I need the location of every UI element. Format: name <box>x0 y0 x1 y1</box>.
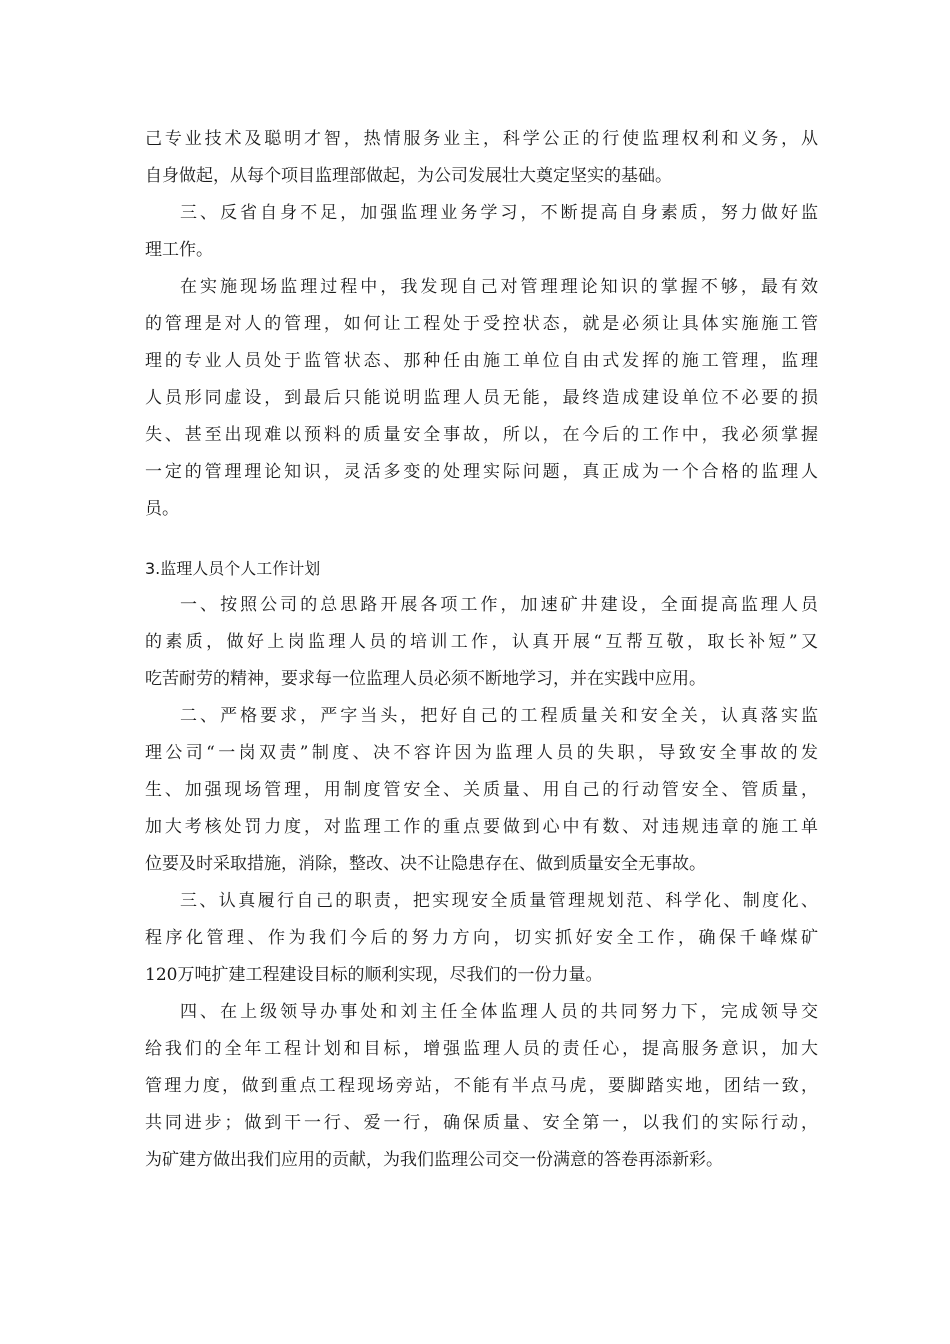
text-line: 120万吨扩建工程建设目标的顺利实现，尽我们的一份力量。 <box>145 965 603 985</box>
text-line: 三、反省自身不足，加强监理业务学习，不断提高自身素质，努力做好监 <box>180 203 818 223</box>
text-line: 一定的管理理论知识，灵活多变的处理实际问题，真正成为一个合格的监理人 <box>145 462 818 482</box>
text-line: 人员形同虚设，到最后只能说明监理人员无能，最终造成建设单位不必要的损 <box>145 388 818 408</box>
text-line: 的管理是对人的管理，如何让工程处于受控状态，就是必须让具体实施施工管 <box>145 314 818 334</box>
text-line: 自身做起，从每个项目监理部做起，为公司发展壮大奠定坚实的基础。 <box>145 166 672 186</box>
text-line: 的素质，做好上岗监理人员的培训工作，认真开展“互帮互敬，取长补短”又 <box>145 632 818 652</box>
text-line: 员。 <box>145 499 179 519</box>
text-line: 理公司“一岗双责”制度、决不容许因为监理人员的失职，导致安全事故的发 <box>145 743 818 763</box>
paragraph-plan-four <box>145 994 818 1179</box>
text-line: 失、甚至出现难以预料的质量安全事故，所以，在今后的工作中，我必须掌握 <box>145 425 818 445</box>
paragraph-reflection <box>145 269 818 528</box>
document-page <box>145 121 818 1179</box>
paragraph-plan-one <box>145 587 818 698</box>
section-spacer <box>145 528 818 550</box>
text-line: 理工作。 <box>145 240 213 260</box>
text-line: 三、认真履行自己的职责，把实现安全质量管理规划范、科学化、制度化、 <box>180 891 818 911</box>
text-line: 二、严格要求，严字当头，把好自己的工程质量关和安全关，认真落实监 <box>180 706 818 726</box>
text-line: 给我们的全年工程计划和目标，增强监理人员的责任心，提高服务意识，加大 <box>145 1039 818 1059</box>
text-line: 管理力度，做到重点工程现场旁站，不能有半点马虎，要脚踏实地，团结一致， <box>145 1076 818 1096</box>
text-line: 共同进步；做到干一行、爱一行，确保质量、安全第一，以我们的实际行动， <box>145 1113 818 1133</box>
paragraph-top <box>145 121 818 195</box>
text-line: 为矿建方做出我们应用的贡献，为我们监理公司交一份满意的答卷再添新彩。 <box>145 1150 723 1170</box>
paragraph-plan-two <box>145 698 818 883</box>
text-line: 程序化管理、作为我们今后的努力方向，切实抓好安全工作，确保千峰煤矿 <box>145 928 818 948</box>
section-heading: 3.监理人员个人工作计划 <box>145 559 321 578</box>
text-line: 吃苦耐劳的精神，要求每一位监理人员必须不断地学习，并在实践中应用。 <box>145 669 706 689</box>
text-line: 加大考核处罚力度，对监理工作的重点要做到心中有数、对违规违章的施工单 <box>145 817 818 837</box>
text-line: 己专业技术及聪明才智，热情服务业主，科学公正的行使监理权利和义务，从 <box>145 129 818 149</box>
paragraph-plan-three <box>145 883 818 994</box>
text-line: 位要及时采取措施，消除，整改、决不让隐患存在、做到质量安全无事故。 <box>145 854 706 874</box>
text-line: 一、按照公司的总思路开展各项工作，加速矿井建设，全面提高监理人员 <box>180 595 818 615</box>
text-line: 生、加强现场管理，用制度管安全、关质量、用自己的行动管安全、管质量， <box>145 780 818 800</box>
paragraph-point-three <box>145 195 818 269</box>
text-line: 理的专业人员处于监管状态、那种任由施工单位自由式发挥的施工管理，监理 <box>145 351 818 371</box>
text-line: 四、在上级领导办事处和刘主任全体监理人员的共同努力下，完成领导交 <box>180 1002 818 1022</box>
text-line: 在实施现场监理过程中，我发现自己对管理理论知识的掌握不够，最有效 <box>180 277 818 297</box>
